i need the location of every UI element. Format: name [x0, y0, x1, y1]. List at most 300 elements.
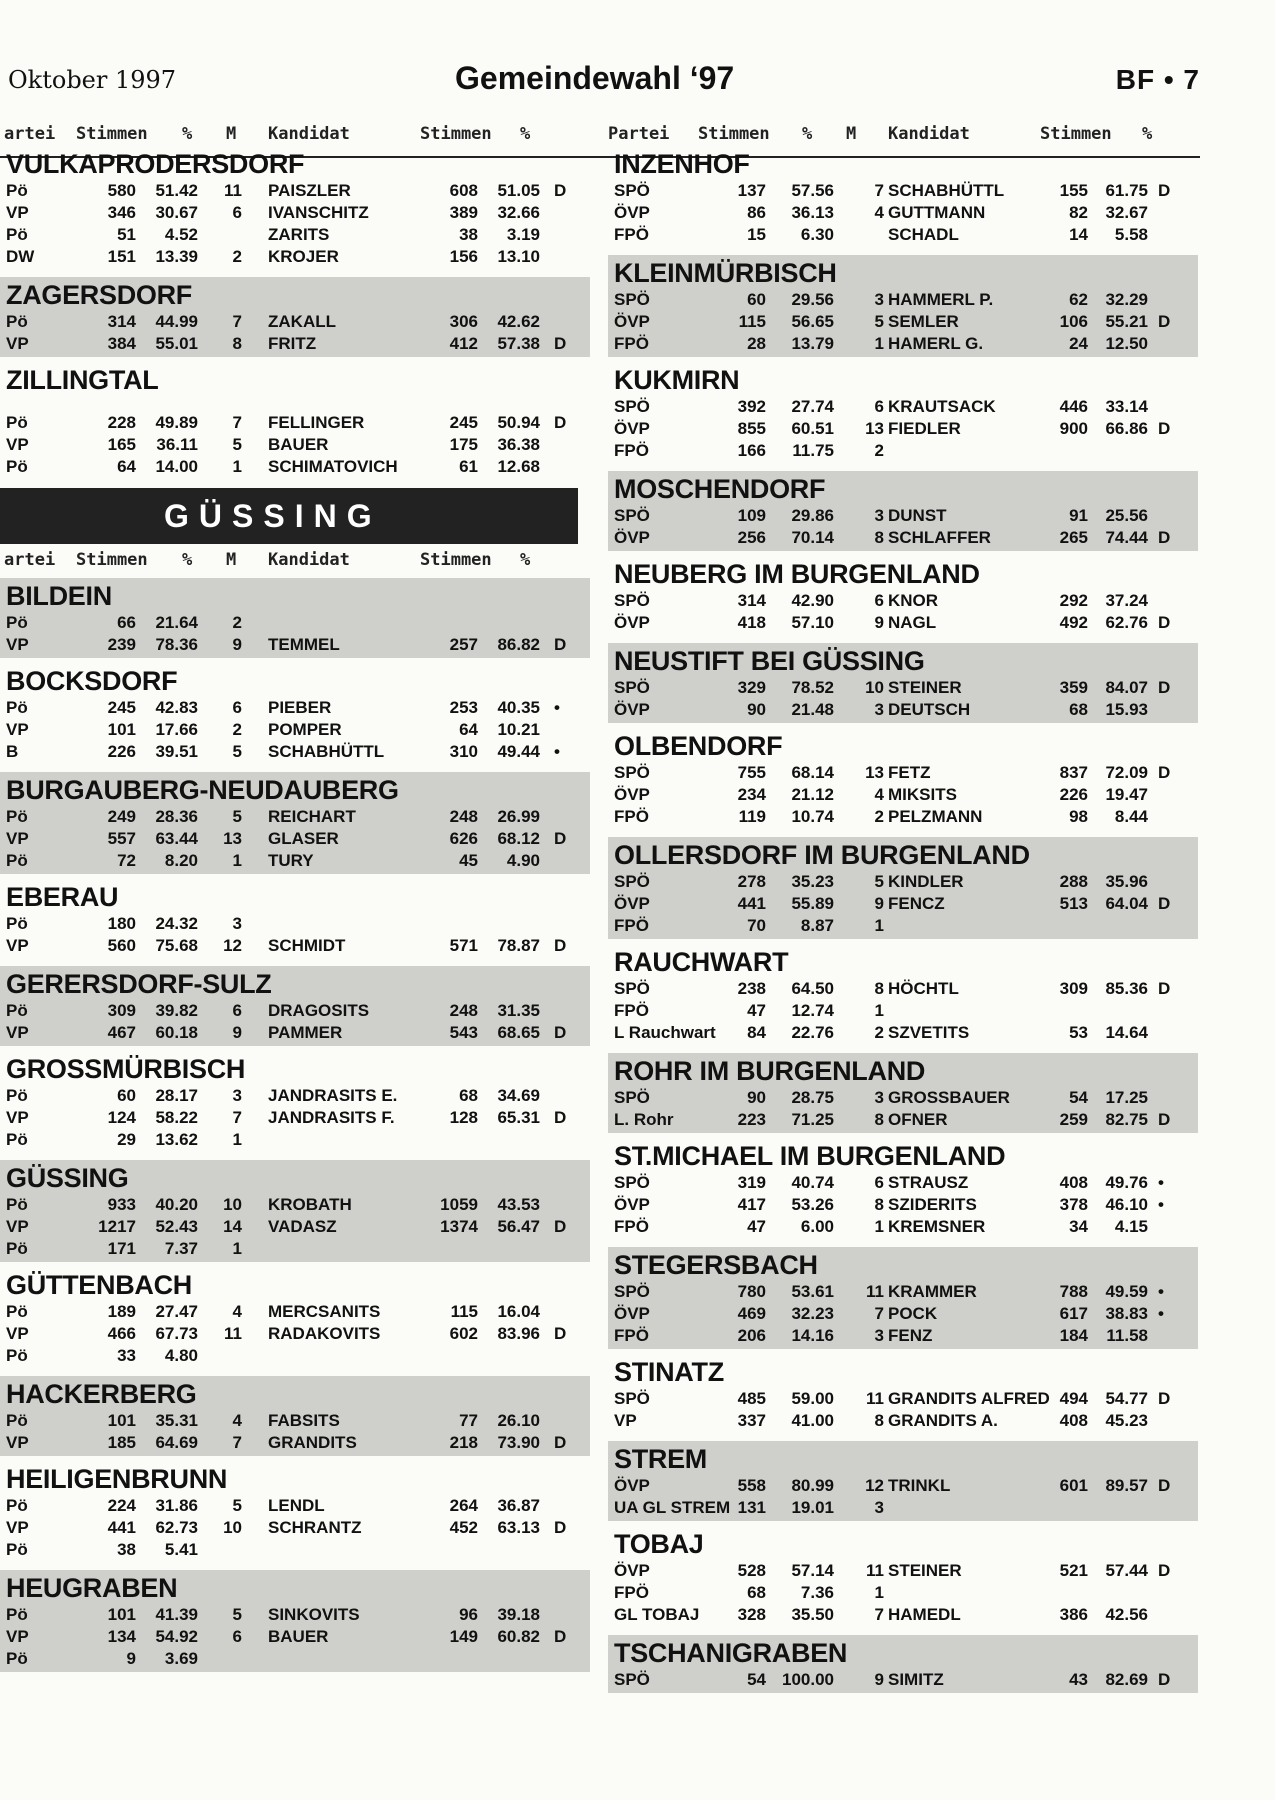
municipality-block: [0, 1376, 590, 1456]
party-percent: 17.66: [155, 720, 198, 739]
party-votes: 180: [107, 914, 136, 933]
mayor-flag: •: [1158, 1282, 1164, 1301]
party-percent: 32.23: [791, 1304, 834, 1323]
mandates: 5: [232, 435, 242, 454]
party-votes: 28: [747, 334, 766, 353]
party: ÖVP: [614, 1476, 650, 1495]
candidate-percent: 10.21: [497, 720, 540, 739]
result-row: [608, 1281, 1198, 1303]
candidate-name: BAUER: [268, 435, 329, 454]
left-bottom-blocks: [0, 578, 590, 1672]
mandates: 4: [874, 785, 884, 804]
candidate-votes: 446: [1059, 397, 1088, 416]
party: DW: [6, 247, 35, 266]
result-row: [608, 180, 1198, 202]
mandates: 8: [874, 528, 884, 547]
municipality-block: [608, 728, 1198, 832]
municipality-name: STREM: [614, 1444, 708, 1474]
mayor-flag: •: [1158, 1304, 1164, 1323]
candidate-votes: 309: [1059, 979, 1088, 998]
candidate-name: POCK: [888, 1304, 938, 1323]
party: Pö: [6, 1086, 28, 1105]
result-row: [608, 1582, 1198, 1604]
candidate-percent: 32.66: [497, 203, 540, 222]
party-votes: 54: [747, 1670, 766, 1689]
candidate-percent: 51.05: [497, 181, 540, 200]
party: Pö: [6, 1195, 28, 1214]
mandates: 5: [874, 872, 884, 891]
candidate-percent: 17.25: [1105, 1088, 1148, 1107]
result-row: [608, 418, 1198, 440]
candidate-votes: 45: [459, 851, 478, 870]
party: FPÖ: [614, 1217, 649, 1236]
candidate-percent: 72.09: [1105, 763, 1148, 782]
candidate-percent: 63.13: [497, 1518, 540, 1537]
col-pct: %: [802, 124, 813, 144]
party-percent: 57.10: [791, 613, 834, 632]
candidate-name: KREMSNER: [888, 1217, 986, 1236]
mandates: 1: [232, 1130, 242, 1149]
candidate-name: FENCZ: [888, 894, 945, 913]
candidate-votes: 24: [1069, 334, 1088, 353]
party: Pö: [6, 1239, 28, 1258]
party: VP: [6, 635, 29, 654]
candidate-percent: 26.10: [497, 1411, 540, 1430]
candidate-percent: 32.29: [1105, 290, 1148, 309]
party: Pö: [6, 1540, 28, 1559]
candidate-percent: 66.86: [1105, 419, 1148, 438]
party: SPÖ: [614, 506, 650, 525]
district-banner: [0, 488, 578, 544]
candidate-percent: 33.14: [1105, 397, 1148, 416]
result-row: [608, 289, 1198, 311]
result-row: [608, 1497, 1198, 1519]
party-votes: 60: [117, 1086, 136, 1105]
party-votes: 249: [107, 807, 136, 826]
party-percent: 68.14: [791, 763, 834, 782]
mayor-flag: D: [1158, 678, 1171, 697]
result-row: [608, 612, 1198, 634]
candidate-name: MERCSANITS: [268, 1302, 381, 1321]
party-votes: 151: [107, 247, 136, 266]
mandates: 3: [874, 506, 884, 525]
result-row: [608, 871, 1198, 893]
col-candidate-pct: %: [520, 550, 531, 570]
municipality-name: ZAGERSDORF: [6, 280, 193, 310]
col-pct: %: [182, 124, 193, 144]
candidate-name: POMPER: [268, 720, 342, 739]
candidate-name: MIKSITS: [888, 785, 957, 804]
municipality-block: [0, 362, 590, 482]
party: Pö: [6, 413, 28, 432]
mandates: 7: [232, 312, 242, 331]
party-votes: 101: [107, 1605, 136, 1624]
candidate-name: SZVETITS: [888, 1023, 970, 1042]
party-percent: 51.42: [155, 181, 198, 200]
mayor-flag: D: [1158, 312, 1171, 331]
candidate-votes: 184: [1059, 1326, 1088, 1345]
candidate-name: FIEDLER: [888, 419, 961, 438]
mandates: 8: [874, 979, 884, 998]
party: Pö: [6, 312, 28, 331]
party-votes: 90: [747, 700, 766, 719]
candidate-percent: 13.10: [497, 247, 540, 266]
col-candidate-pct: %: [1142, 124, 1153, 144]
candidate-votes: 259: [1059, 1110, 1088, 1129]
mandates: 1: [232, 457, 242, 476]
mayor-flag: D: [554, 1217, 567, 1236]
result-row: [0, 850, 590, 872]
candidate-votes: 521: [1059, 1561, 1088, 1580]
result-row: [0, 1000, 590, 1022]
mandates: 12: [223, 936, 242, 955]
party-percent: 29.56: [791, 290, 834, 309]
candidate-name: JANDRASITS E.: [268, 1086, 398, 1105]
candidate-percent: 60.82: [497, 1627, 540, 1646]
party-votes: 101: [107, 720, 136, 739]
mandates: 6: [232, 203, 242, 222]
party: Pö: [6, 807, 28, 826]
col-votes: Stimmen: [698, 124, 770, 144]
party: VP: [6, 936, 29, 955]
result-row: [0, 1626, 590, 1648]
candidate-name: STRAUSZ: [888, 1173, 969, 1192]
candidate-name: LENDL: [268, 1496, 325, 1515]
candidate-name: KROJER: [268, 247, 339, 266]
candidate-name: IVANSCHITZ: [268, 203, 369, 222]
party-votes: 780: [737, 1282, 766, 1301]
candidate-votes: 98: [1069, 807, 1088, 826]
col-party: artei: [4, 124, 56, 144]
party: Pö: [6, 1411, 28, 1430]
party: B: [6, 742, 19, 761]
mandates: 11: [866, 1282, 884, 1301]
municipality-block: [0, 1051, 590, 1155]
candidate-votes: 155: [1059, 181, 1088, 200]
candidate-percent: 5.58: [1114, 225, 1148, 244]
party: VP: [614, 1411, 637, 1430]
candidate-votes: 156: [449, 247, 478, 266]
mayor-flag: D: [1158, 1561, 1171, 1580]
party: ÖVP: [614, 613, 650, 632]
party-percent: 8.87: [800, 916, 834, 935]
result-row: [0, 1301, 590, 1323]
candidate-percent: 12.50: [1105, 334, 1148, 353]
candidate-name: SCHLAFFER: [888, 528, 991, 547]
candidate-name: GRANDITS A.: [888, 1411, 998, 1430]
municipality-block: [608, 362, 1198, 466]
result-row: [608, 1194, 1198, 1216]
party: SPÖ: [614, 1088, 650, 1107]
right-column: [608, 124, 1198, 1693]
party-percent: 30.67: [155, 203, 198, 222]
party-votes: 29: [117, 1130, 136, 1149]
candidate-name: JANDRASITS F.: [268, 1108, 395, 1127]
party: VP: [6, 1433, 29, 1452]
result-row: [608, 1604, 1198, 1626]
result-row: [608, 1022, 1198, 1044]
party-percent: 67.73: [155, 1324, 198, 1343]
mandates: 14: [223, 1217, 242, 1236]
candidate-percent: 68.65: [497, 1023, 540, 1042]
candidate-votes: 64: [459, 720, 478, 739]
candidate-percent: 14.64: [1105, 1023, 1148, 1042]
candidate-votes: 96: [459, 1605, 478, 1624]
mandates: 2: [874, 807, 884, 826]
mandates: 11: [866, 1389, 884, 1408]
result-row: [0, 935, 590, 957]
column-header-right: [608, 124, 1198, 146]
party: ÖVP: [614, 528, 650, 547]
mandates: 6: [874, 591, 884, 610]
candidate-name: VADASZ: [268, 1217, 337, 1236]
candidate-name: FETZ: [888, 763, 931, 782]
municipality-name: HACKERBERG: [6, 1379, 197, 1409]
result-row: [608, 1669, 1198, 1691]
party-percent: 44.99: [155, 312, 198, 331]
candidate-votes: 306: [449, 312, 478, 331]
party-percent: 6.30: [800, 225, 834, 244]
party: SPÖ: [614, 979, 650, 998]
candidate-name: SIMITZ: [888, 1670, 944, 1689]
candidate-percent: 84.07: [1105, 678, 1148, 697]
result-row: [0, 1604, 590, 1626]
candidate-votes: 38: [459, 225, 478, 244]
candidate-votes: 617: [1059, 1304, 1088, 1323]
candidate-votes: 408: [1059, 1173, 1088, 1192]
party-percent: 41.00: [791, 1411, 834, 1430]
result-row: [608, 1216, 1198, 1238]
party-votes: 256: [737, 528, 766, 547]
candidate-votes: 115: [450, 1302, 478, 1321]
mayor-flag: D: [1158, 1670, 1171, 1689]
candidate-percent: 50.94: [497, 413, 540, 432]
candidate-percent: 42.56: [1105, 1605, 1148, 1624]
candidate-votes: 900: [1059, 419, 1088, 438]
party: SPÖ: [614, 591, 650, 610]
candidate-votes: 601: [1059, 1476, 1088, 1495]
col-pct: %: [182, 550, 193, 570]
party-votes: 109: [737, 506, 766, 525]
party-percent: 5.41: [164, 1540, 198, 1559]
result-row: [0, 913, 590, 935]
municipality-block: [0, 1160, 590, 1262]
party-votes: 90: [747, 1088, 766, 1107]
mandates: 5: [232, 807, 242, 826]
mandates: 8: [874, 1195, 884, 1214]
party-percent: 59.00: [791, 1389, 834, 1408]
col-mandates: M: [846, 124, 857, 144]
candidate-name: KROBATH: [268, 1195, 352, 1214]
candidate-votes: 265: [1059, 528, 1088, 547]
mandates: 6: [874, 1173, 884, 1192]
mandates: 3: [874, 1326, 884, 1345]
mandates: 10: [223, 1518, 242, 1537]
mandates: 11: [224, 181, 242, 200]
result-row: [0, 180, 590, 202]
party-votes: 134: [107, 1627, 136, 1646]
candidate-percent: 61.75: [1105, 181, 1148, 200]
municipality-name: KUKMIRN: [614, 365, 740, 395]
municipality-name: ST.MICHAEL IM BURGENLAND: [614, 1141, 1006, 1171]
party-percent: 35.50: [791, 1605, 834, 1624]
party-percent: 24.32: [155, 914, 198, 933]
result-row: [608, 1087, 1198, 1109]
mandates: 7: [874, 1304, 884, 1323]
party-percent: 63.44: [155, 829, 198, 848]
candidate-name: KINDLER: [888, 872, 964, 891]
candidate-votes: 106: [1059, 312, 1088, 331]
municipality-block: [608, 1354, 1198, 1436]
candidate-name: SEMLER: [888, 312, 959, 331]
candidate-percent: 15.93: [1105, 700, 1148, 719]
column-header: [0, 124, 590, 146]
party-percent: 8.20: [164, 851, 198, 870]
mandates: 8: [874, 1110, 884, 1129]
candidate-votes: 257: [449, 635, 478, 654]
party: ÖVP: [614, 312, 650, 331]
party-votes: 86: [747, 203, 766, 222]
candidate-name: ZAKALL: [268, 312, 336, 331]
candidate-votes: 264: [449, 1496, 478, 1515]
party-votes: 417: [737, 1195, 766, 1214]
candidate-votes: 248: [449, 1001, 478, 1020]
municipality-block: [0, 146, 590, 272]
party-votes: 328: [737, 1605, 766, 1624]
result-row: [608, 1560, 1198, 1582]
mandates: 3: [874, 290, 884, 309]
party-votes: 68: [747, 1583, 766, 1602]
party: ÖVP: [614, 1304, 650, 1323]
candidate-name: PIEBER: [268, 698, 332, 717]
mayor-flag: D: [1158, 894, 1171, 913]
mayor-flag: D: [554, 1518, 567, 1537]
party: GL TOBAJ: [614, 1605, 700, 1624]
party-percent: 7.36: [800, 1583, 834, 1602]
candidate-name: REICHART: [268, 807, 356, 826]
result-row: [0, 1410, 590, 1432]
candidate-name: SINKOVITS: [268, 1605, 360, 1624]
candidate-percent: 42.62: [497, 312, 540, 331]
page-header: [0, 60, 1200, 102]
result-row: [608, 699, 1198, 721]
result-row: [608, 677, 1198, 699]
party-votes: 557: [107, 829, 136, 848]
party: L. Rohr: [614, 1110, 674, 1129]
candidate-votes: 1059: [440, 1195, 478, 1214]
candidate-name: KRAUTSACK: [888, 397, 996, 416]
candidate-votes: 68: [459, 1086, 478, 1105]
party-votes: 47: [747, 1217, 766, 1236]
candidate-percent: 26.99: [497, 807, 540, 826]
municipality-block: [0, 663, 590, 767]
candidate-votes: 389: [449, 203, 478, 222]
mandates: 3: [874, 1088, 884, 1107]
col-candidate: Kandidat: [268, 124, 350, 144]
mayor-flag: D: [554, 334, 567, 353]
party-votes: 485: [737, 1389, 766, 1408]
candidate-name: GUTTMANN: [888, 203, 986, 222]
party-votes: 314: [737, 591, 766, 610]
party-votes: 239: [107, 635, 136, 654]
party-percent: 3.69: [164, 1649, 198, 1668]
party: VP: [6, 720, 29, 739]
municipality-block: [0, 1461, 590, 1565]
candidate-name: ZARITS: [268, 225, 330, 244]
party-percent: 55.89: [791, 894, 834, 913]
mandates: 5: [874, 312, 884, 331]
municipality-block: [608, 837, 1198, 939]
party: Pö: [6, 851, 28, 870]
party: VP: [6, 1023, 29, 1042]
mandates: 6: [232, 1627, 242, 1646]
party-percent: 42.83: [155, 698, 198, 717]
municipality-block: [608, 1635, 1198, 1693]
candidate-percent: 82.69: [1105, 1670, 1148, 1689]
party: VP: [6, 1108, 29, 1127]
municipality-block: [0, 578, 590, 658]
party: VP: [6, 1518, 29, 1537]
candidate-name: SCHIMATOVICH: [268, 457, 398, 476]
party: SPÖ: [614, 1670, 650, 1689]
mayor-flag: D: [1158, 763, 1171, 782]
party: Pö: [6, 457, 28, 476]
candidate-name: HAMEDL: [888, 1605, 961, 1624]
party: Pö: [6, 1130, 28, 1149]
page-number: BF • 7: [1115, 64, 1200, 95]
party: Pö: [6, 1605, 28, 1624]
candidate-percent: 36.38: [497, 435, 540, 454]
mandates: 9: [874, 613, 884, 632]
candidate-name: SCHMIDT: [268, 936, 346, 955]
mandates: 1: [874, 334, 884, 353]
mandates: 13: [865, 763, 884, 782]
party-percent: 14.00: [155, 457, 198, 476]
candidate-percent: 83.96: [497, 1324, 540, 1343]
mandates: 1: [232, 851, 242, 870]
party: ÖVP: [614, 1561, 650, 1580]
candidate-name: OFNER: [888, 1110, 948, 1129]
candidate-percent: 89.57: [1105, 1476, 1148, 1495]
party: SPÖ: [614, 290, 650, 309]
mandates: 1: [874, 1217, 884, 1236]
candidate-votes: 494: [1059, 1389, 1088, 1408]
candidate-percent: 34.69: [497, 1086, 540, 1105]
candidate-percent: 25.56: [1105, 506, 1148, 525]
candidate-votes: 412: [449, 334, 478, 353]
candidate-percent: 49.44: [497, 742, 540, 761]
party: UA GL STREM: [614, 1498, 731, 1517]
mayor-flag: D: [1158, 419, 1171, 438]
result-row: [0, 1517, 590, 1539]
mandates: 5: [232, 1496, 242, 1515]
mayor-flag: D: [554, 1433, 567, 1452]
party-percent: 21.48: [791, 700, 834, 719]
mandates: 7: [232, 1108, 242, 1127]
party-votes: 528: [737, 1561, 766, 1580]
party-votes: 319: [737, 1173, 766, 1192]
party-percent: 36.11: [156, 435, 198, 454]
candidate-name: KRAMMER: [888, 1282, 977, 1301]
result-row: [608, 333, 1198, 355]
result-row: [608, 590, 1198, 612]
mandates: 12: [865, 1476, 884, 1495]
party-votes: 124: [107, 1108, 136, 1127]
candidate-percent: 86.82: [497, 635, 540, 654]
party-votes: 309: [107, 1001, 136, 1020]
candidate-percent: 57.38: [497, 334, 540, 353]
issue-date: Oktober 1997: [8, 66, 177, 94]
